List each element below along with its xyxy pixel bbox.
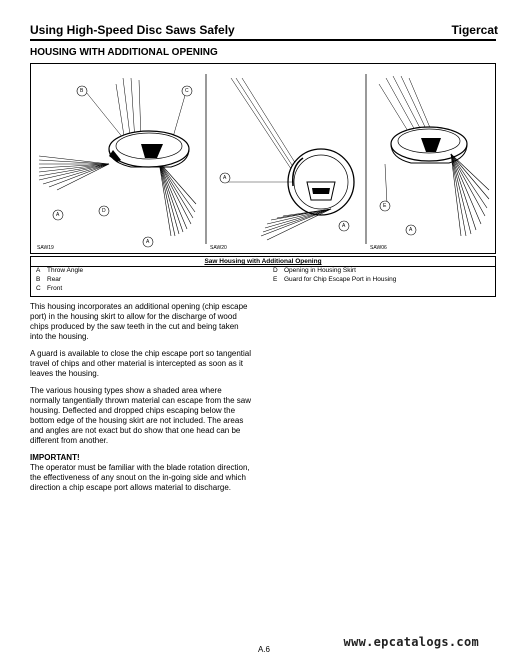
legend-text: Rear <box>47 276 62 283</box>
figure-panel <box>30 63 496 254</box>
panel-code-3: SAW06 <box>370 245 387 251</box>
legend-key: D <box>273 267 278 274</box>
callout-a-1: A <box>56 212 60 218</box>
legend-title: Saw Housing with Additional Opening <box>31 257 495 267</box>
legend-text: Opening in Housing Skirt <box>284 267 356 274</box>
legend-key: A <box>36 267 41 274</box>
header-rule <box>30 39 496 41</box>
legend-key: C <box>36 285 41 292</box>
callout-a-3: A <box>223 175 227 181</box>
panel-code-1: SAW19 <box>37 245 54 251</box>
callout-a-4: A <box>342 223 346 229</box>
paragraph-guard: A guard is available to close the chip escape port so tangential travel of chips and other material is intercepted as soon as it leaves the housing. <box>30 349 252 378</box>
callout-a-2: A <box>146 239 150 245</box>
callout-a-5: A <box>409 227 413 233</box>
legend-table <box>30 256 496 297</box>
legend-key: B <box>36 276 41 283</box>
header-title: Using High-Speed Disc Saws Safely <box>30 23 235 37</box>
callout-b: B <box>80 88 84 94</box>
watermark: www.epcatalogs.com <box>343 635 479 649</box>
legend-item-d <box>273 267 356 274</box>
paragraph-chip-escape: This housing incorporates an additional opening (chip escape port) in the housing skirt to allow for the discharge of wood chips produced by the saw teeth in the cut and being taken into the housing. <box>30 302 248 341</box>
header-brand: Tigercat <box>451 23 498 37</box>
callout-c: C <box>185 88 189 94</box>
section-title: HOUSING WITH ADDITIONAL OPENING <box>30 47 218 58</box>
legend-key: E <box>273 276 278 283</box>
body-text <box>30 302 252 500</box>
saw-housing-drawing-2 <box>226 78 354 240</box>
important-heading: IMPORTANT! <box>30 453 80 462</box>
figure-illustration <box>31 64 496 254</box>
legend-item-b <box>36 276 61 283</box>
legend-text: Front <box>47 285 63 292</box>
legend-item-c <box>36 285 62 292</box>
paragraph-operator: The operator must be familiar with the blade rotation direction, the effectiveness of any snout on the in-going side and which direction a chip escape port allows material to discharge. <box>30 463 250 492</box>
legend-item-e <box>273 276 396 283</box>
legend-text: Throw Angle <box>47 267 84 274</box>
callout-e: E <box>383 203 387 209</box>
legend-text: Guard for Chip Escape Port in Housing <box>284 276 397 283</box>
saw-housing-drawing-3 <box>379 76 489 236</box>
panel-code-2: SAW20 <box>210 245 227 251</box>
page-number: A.6 <box>257 645 270 654</box>
callout-d-1: D <box>102 208 106 214</box>
legend-item-a <box>36 267 83 274</box>
paragraph-housing-types: The various housing types show a shaded area where normally tangentially thrown material can escape from the saw housing. Deflected and dropped chips escaping below the bottom edge of the housing skirt are not included. The areas and angles are not exact but do show that one head can be different from another. <box>30 386 251 445</box>
